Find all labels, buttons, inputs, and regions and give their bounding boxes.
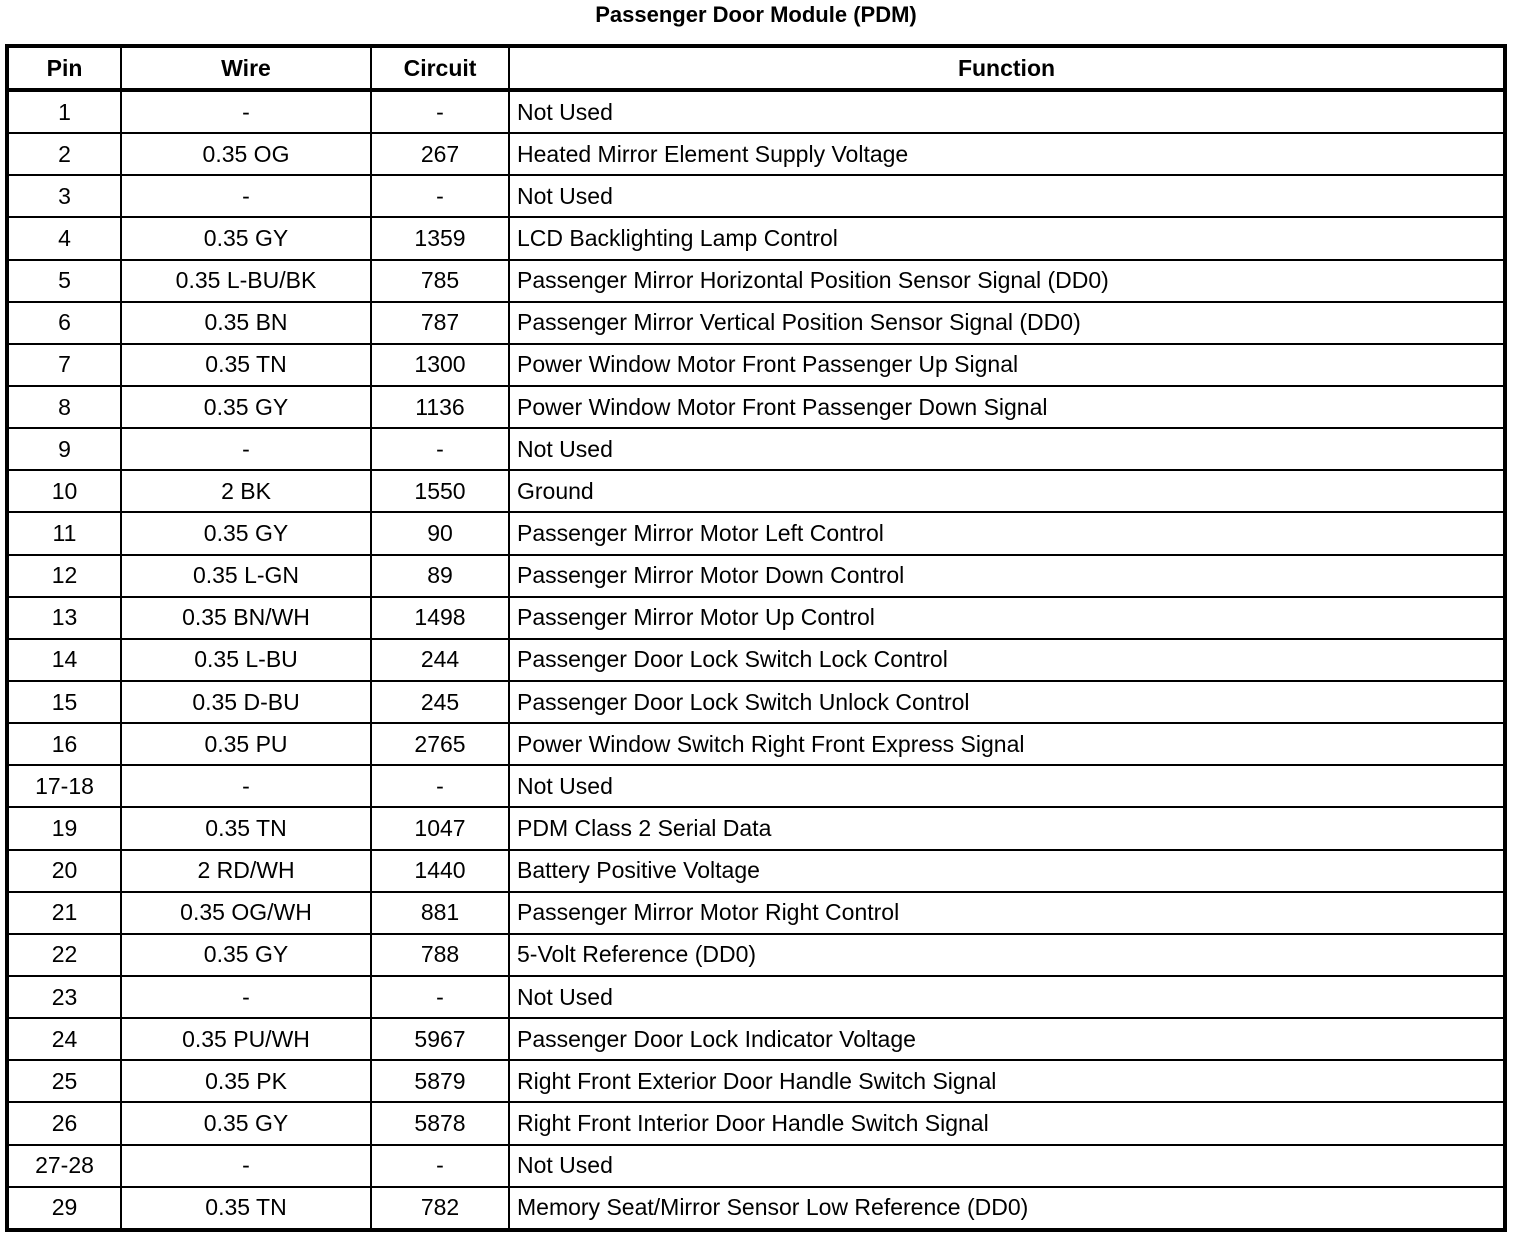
pin-cell: 23 — [7, 976, 121, 1018]
pin-cell: 11 — [7, 512, 121, 554]
wire-cell: - — [121, 1145, 371, 1187]
function-cell: Not Used — [509, 90, 1505, 133]
pin-cell: 17-18 — [7, 765, 121, 807]
page-title: Passenger Door Module (PDM) — [595, 2, 917, 27]
table-row — [7, 723, 1505, 765]
function-cell: Not Used — [509, 976, 1505, 1018]
pin-cell: 24 — [7, 1018, 121, 1060]
wire-cell: 0.35 L-BU/BK — [121, 260, 371, 302]
function-cell: Power Window Motor Front Passenger Down Signal — [509, 386, 1505, 428]
circuit-cell: 5967 — [371, 1018, 509, 1060]
function-cell: Passenger Mirror Vertical Position Sensor Signal (DD0) — [509, 302, 1505, 344]
table-row — [7, 1018, 1505, 1060]
pin-cell: 16 — [7, 723, 121, 765]
circuit-cell: 1136 — [371, 386, 509, 428]
function-cell: Passenger Mirror Motor Left Control — [509, 512, 1505, 554]
pinout-table — [5, 44, 1507, 1232]
circuit-cell: - — [371, 1145, 509, 1187]
pin-cell: 13 — [7, 597, 121, 639]
wire-cell: 0.35 OG — [121, 133, 371, 175]
table-row — [7, 807, 1505, 849]
table-row — [7, 386, 1505, 428]
wire-cell: 2 RD/WH — [121, 850, 371, 892]
table-row — [7, 892, 1505, 934]
function-cell: Memory Seat/Mirror Sensor Low Reference (DD0) — [509, 1187, 1505, 1230]
pin-cell: 20 — [7, 850, 121, 892]
function-cell: PDM Class 2 Serial Data — [509, 807, 1505, 849]
pin-cell: 27-28 — [7, 1145, 121, 1187]
wire-cell: - — [121, 90, 371, 133]
table-row — [7, 217, 1505, 259]
pin-cell: 15 — [7, 681, 121, 723]
circuit-cell: 1498 — [371, 597, 509, 639]
table-body — [7, 90, 1505, 1230]
circuit-cell: - — [371, 175, 509, 217]
circuit-cell: 2765 — [371, 723, 509, 765]
wire-cell: - — [121, 428, 371, 470]
circuit-cell: - — [371, 428, 509, 470]
function-cell: Power Window Motor Front Passenger Up Signal — [509, 344, 1505, 386]
circuit-cell: 1440 — [371, 850, 509, 892]
wire-cell: - — [121, 976, 371, 1018]
wire-cell: 0.35 GY — [121, 386, 371, 428]
table-row — [7, 639, 1505, 681]
function-cell: Passenger Mirror Motor Up Control — [509, 597, 1505, 639]
pin-cell: 7 — [7, 344, 121, 386]
table-row — [7, 1102, 1505, 1144]
wire-cell: 0.35 PU/WH — [121, 1018, 371, 1060]
wire-cell: 0.35 TN — [121, 344, 371, 386]
function-cell: Ground — [509, 470, 1505, 512]
wire-cell: 2 BK — [121, 470, 371, 512]
circuit-cell: - — [371, 90, 509, 133]
table-row — [7, 512, 1505, 554]
pin-cell: 19 — [7, 807, 121, 849]
circuit-cell: - — [371, 976, 509, 1018]
pin-cell: 22 — [7, 934, 121, 976]
table-row — [7, 344, 1505, 386]
wire-cell: 0.35 L-BU — [121, 639, 371, 681]
table-row — [7, 555, 1505, 597]
table-row — [7, 1187, 1505, 1230]
function-cell: Not Used — [509, 765, 1505, 807]
table-row — [7, 428, 1505, 470]
pin-cell: 6 — [7, 302, 121, 344]
table-row — [7, 597, 1505, 639]
table-row — [7, 260, 1505, 302]
wire-cell: 0.35 GY — [121, 217, 371, 259]
pin-cell: 8 — [7, 386, 121, 428]
circuit-cell: 5879 — [371, 1060, 509, 1102]
table-row — [7, 302, 1505, 344]
function-cell: Passenger Mirror Horizontal Position Sensor Signal (DD0) — [509, 260, 1505, 302]
wire-cell: 0.35 PU — [121, 723, 371, 765]
circuit-cell: 1550 — [371, 470, 509, 512]
function-cell: Passenger Door Lock Switch Unlock Control — [509, 681, 1505, 723]
circuit-cell: 267 — [371, 133, 509, 175]
wire-cell: 0.35 PK — [121, 1060, 371, 1102]
wire-cell: 0.35 BN — [121, 302, 371, 344]
wire-cell: - — [121, 765, 371, 807]
function-cell: Not Used — [509, 1145, 1505, 1187]
pin-cell: 3 — [7, 175, 121, 217]
table-row — [7, 175, 1505, 217]
table-row — [7, 1145, 1505, 1187]
circuit-cell: 89 — [371, 555, 509, 597]
circuit-cell: 1300 — [371, 344, 509, 386]
wire-cell: 0.35 BN/WH — [121, 597, 371, 639]
circuit-cell: 782 — [371, 1187, 509, 1230]
circuit-cell: 245 — [371, 681, 509, 723]
function-cell: Passenger Mirror Motor Down Control — [509, 555, 1505, 597]
pin-cell: 29 — [7, 1187, 121, 1230]
pin-cell: 26 — [7, 1102, 121, 1144]
function-cell: Right Front Exterior Door Handle Switch Signal — [509, 1060, 1505, 1102]
table-row — [7, 934, 1505, 976]
pin-cell: 1 — [7, 90, 121, 133]
function-cell: Not Used — [509, 428, 1505, 470]
pin-cell: 5 — [7, 260, 121, 302]
column-header-circuit: Circuit — [371, 46, 509, 90]
circuit-cell: 788 — [371, 934, 509, 976]
function-cell: Battery Positive Voltage — [509, 850, 1505, 892]
circuit-cell: 1359 — [371, 217, 509, 259]
function-cell: Power Window Switch Right Front Express Signal — [509, 723, 1505, 765]
circuit-cell: 881 — [371, 892, 509, 934]
function-cell: Passenger Door Lock Switch Lock Control — [509, 639, 1505, 681]
function-cell: LCD Backlighting Lamp Control — [509, 217, 1505, 259]
wire-cell: 0.35 GY — [121, 512, 371, 554]
circuit-cell: 90 — [371, 512, 509, 554]
pin-cell: 4 — [7, 217, 121, 259]
wire-cell: 0.35 TN — [121, 807, 371, 849]
function-cell: Passenger Door Lock Indicator Voltage — [509, 1018, 1505, 1060]
table-row — [7, 90, 1505, 133]
column-header-wire: Wire — [121, 46, 371, 90]
pin-cell: 25 — [7, 1060, 121, 1102]
table-row — [7, 681, 1505, 723]
function-cell: Not Used — [509, 175, 1505, 217]
pin-cell: 14 — [7, 639, 121, 681]
pin-cell: 10 — [7, 470, 121, 512]
function-cell: Right Front Interior Door Handle Switch Signal — [509, 1102, 1505, 1144]
wire-cell: - — [121, 175, 371, 217]
circuit-cell: 787 — [371, 302, 509, 344]
table-row — [7, 850, 1505, 892]
table-row — [7, 470, 1505, 512]
pin-cell: 2 — [7, 133, 121, 175]
circuit-cell: 5878 — [371, 1102, 509, 1144]
wire-cell: 0.35 GY — [121, 934, 371, 976]
pin-cell: 21 — [7, 892, 121, 934]
circuit-cell: 244 — [371, 639, 509, 681]
column-header-pin: Pin — [7, 46, 121, 90]
table-row — [7, 976, 1505, 1018]
circuit-cell: - — [371, 765, 509, 807]
circuit-cell: 1047 — [371, 807, 509, 849]
circuit-cell: 785 — [371, 260, 509, 302]
wire-cell: 0.35 GY — [121, 1102, 371, 1144]
function-cell: Passenger Mirror Motor Right Control — [509, 892, 1505, 934]
wire-cell: 0.35 D-BU — [121, 681, 371, 723]
function-cell: Heated Mirror Element Supply Voltage — [509, 133, 1505, 175]
column-header-function: Function — [509, 46, 1505, 90]
wire-cell: 0.35 TN — [121, 1187, 371, 1230]
function-cell: 5-Volt Reference (DD0) — [509, 934, 1505, 976]
pin-cell: 9 — [7, 428, 121, 470]
table-header-row — [7, 46, 1505, 90]
table-row — [7, 1060, 1505, 1102]
pin-cell: 12 — [7, 555, 121, 597]
wire-cell: 0.35 L-GN — [121, 555, 371, 597]
table-row — [7, 765, 1505, 807]
wire-cell: 0.35 OG/WH — [121, 892, 371, 934]
table-row — [7, 133, 1505, 175]
